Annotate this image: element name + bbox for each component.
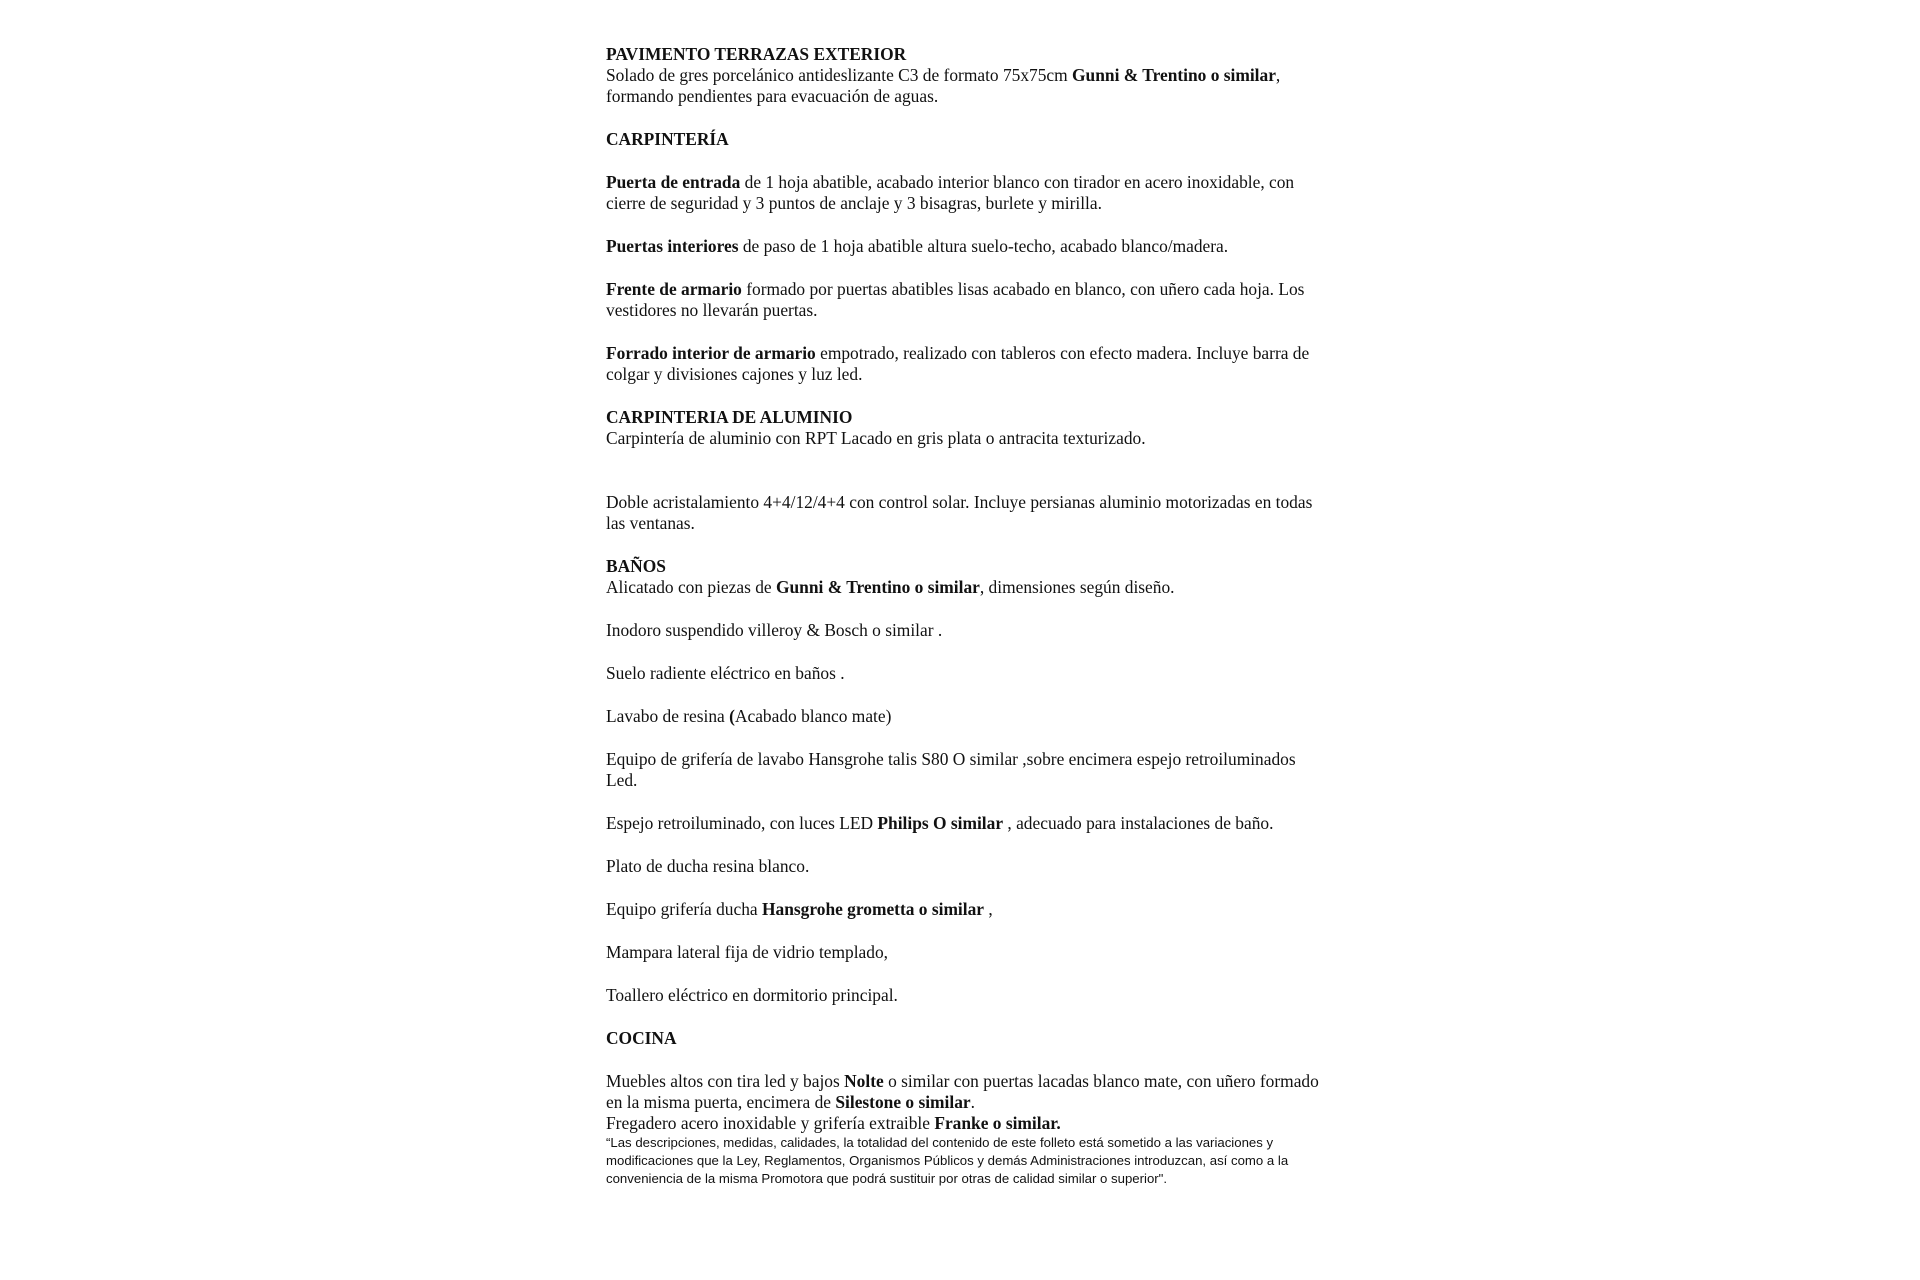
aluminio-paragraph: Carpintería de aluminio con RPT Lacado en gris plata o antracita texturizado.	[606, 428, 1146, 448]
forrado-armario-paragraph	[606, 343, 1326, 385]
griferia-ducha-text-end: ,	[984, 899, 993, 919]
section-title-carpinteria: CARPINTERÍA	[606, 129, 729, 149]
section-title-pavimento: PAVIMENTO TERRAZAS EXTERIOR	[606, 44, 907, 64]
frente-armario-paragraph	[606, 279, 1326, 321]
griferia-ducha-brand: Hansgrohe grometta o similar	[761, 899, 985, 919]
alicatado-paragraph	[606, 577, 1326, 598]
alicatado-text-end: , dimensiones según diseño.	[979, 577, 1175, 597]
griferia-lavabo-paragraph: Equipo de grifería de lavabo Hansgrohe talis S80 O similar ,sobre encimera espejo retroiluminados Led.	[606, 749, 1296, 790]
section-title-cocina: COCINA	[606, 1028, 677, 1048]
cocina-brand-nolte: Nolte	[844, 1071, 884, 1091]
suelo-paragraph: Suelo radiente eléctrico en baños .	[606, 663, 845, 683]
pavimento-brand: Gunni & Trentino o similar	[1072, 65, 1276, 85]
section-title-banos: BAÑOS	[606, 556, 666, 576]
cocina-brand-silestone: Silestone o similar	[835, 1092, 971, 1112]
fregadero-paragraph	[606, 1113, 1326, 1134]
alicatado-text: Alicatado con piezas de	[606, 577, 776, 597]
forrado-armario-text: empotrado, realizado con tableros con efecto madera. Incluye barra de colgar y divisiones cajones y luz led.	[606, 343, 1310, 384]
mampara-paragraph: Mampara lateral fija de vidrio templado,	[606, 942, 889, 962]
fregadero-brand: Franke o similar.	[934, 1113, 1061, 1133]
frente-armario-label: Frente de armario	[606, 279, 742, 299]
puerta-entrada-label: Puerta de entrada	[606, 172, 741, 192]
document-page	[606, 44, 1326, 1188]
puertas-interiores-text: de paso de 1 hoja abatible altura suelo-techo, acabado blanco/madera.	[738, 236, 1229, 256]
pavimento-text-end: , formando pendientes para evacuación de aguas.	[606, 65, 1281, 106]
pavimento-text: Solado de gres porcelánico antideslizante C3 de formato 75x75cm	[606, 65, 1073, 85]
inodoro-paragraph: Inodoro suspendido villeroy & Bosch o similar .	[606, 620, 943, 640]
cocina-text-3: .	[970, 1092, 975, 1112]
cocina-text-2: o similar con puertas lacadas blanco mate, con uñero formado en la misma puerta, encimera de	[606, 1071, 1319, 1112]
lavabo-paragraph	[606, 706, 1326, 727]
espejo-paragraph	[606, 813, 1326, 834]
alicatado-brand: Gunni & Trentino o similar	[775, 577, 980, 597]
lavabo-paren: (	[729, 706, 735, 726]
puerta-entrada-paragraph	[606, 172, 1326, 214]
legal-disclaimer: “Las descripciones, medidas, calidades, la totalidad del contenido de este folleto está sometido a las variaciones y modificaciones que la Ley, Reglamentos, Organismos Públicos y demás Administraciones introduzcan, así como a la conveniencia de la misma Promotora que podrá sustituir por otras de calidad similar o superior".	[606, 1135, 1289, 1186]
pavimento-paragraph	[606, 65, 1326, 107]
frente-armario-text: formado por puertas abatibles lisas acabado en blanco, con uñero cada hoja. Los vestidores no llevarán puertas.	[606, 279, 1305, 320]
puertas-interiores-label: Puertas interiores	[606, 236, 739, 256]
cocina-text: Muebles altos con tira led y bajos	[606, 1071, 845, 1091]
griferia-ducha-text: Equipo grifería ducha	[606, 899, 762, 919]
espejo-text: Espejo retroiluminado, con luces LED	[606, 813, 878, 833]
griferia-ducha-paragraph	[606, 899, 1326, 920]
cocina-paragraph	[606, 1071, 1326, 1113]
forrado-armario-label: Forrado interior de armario	[606, 343, 816, 363]
espejo-brand: Philips O similar	[877, 813, 1004, 833]
puertas-interiores-paragraph	[606, 236, 1326, 257]
lavabo-text: Lavabo de resina	[606, 706, 730, 726]
espejo-text-end: , adecuado para instalaciones de baño.	[1003, 813, 1274, 833]
toallero-paragraph: Toallero eléctrico en dormitorio principal.	[606, 985, 898, 1005]
lavabo-text-end: Acabado blanco mate)	[734, 706, 892, 726]
plato-paragraph: Plato de ducha resina blanco.	[606, 856, 810, 876]
acristalamiento-paragraph: Doble acristalamiento 4+4/12/4+4 con control solar. Incluye persianas aluminio motorizadas en todas las ventanas.	[606, 492, 1313, 533]
section-title-aluminio: CARPINTERIA DE ALUMINIO	[606, 407, 853, 427]
puerta-entrada-text: de 1 hoja abatible, acabado interior blanco con tirador en acero inoxidable, con cierre de seguridad y 3 puntos de anclaje y 3 bisagras, burlete y mirilla.	[606, 172, 1295, 213]
fregadero-text: Fregadero acero inoxidable y grifería extraible	[606, 1113, 935, 1133]
